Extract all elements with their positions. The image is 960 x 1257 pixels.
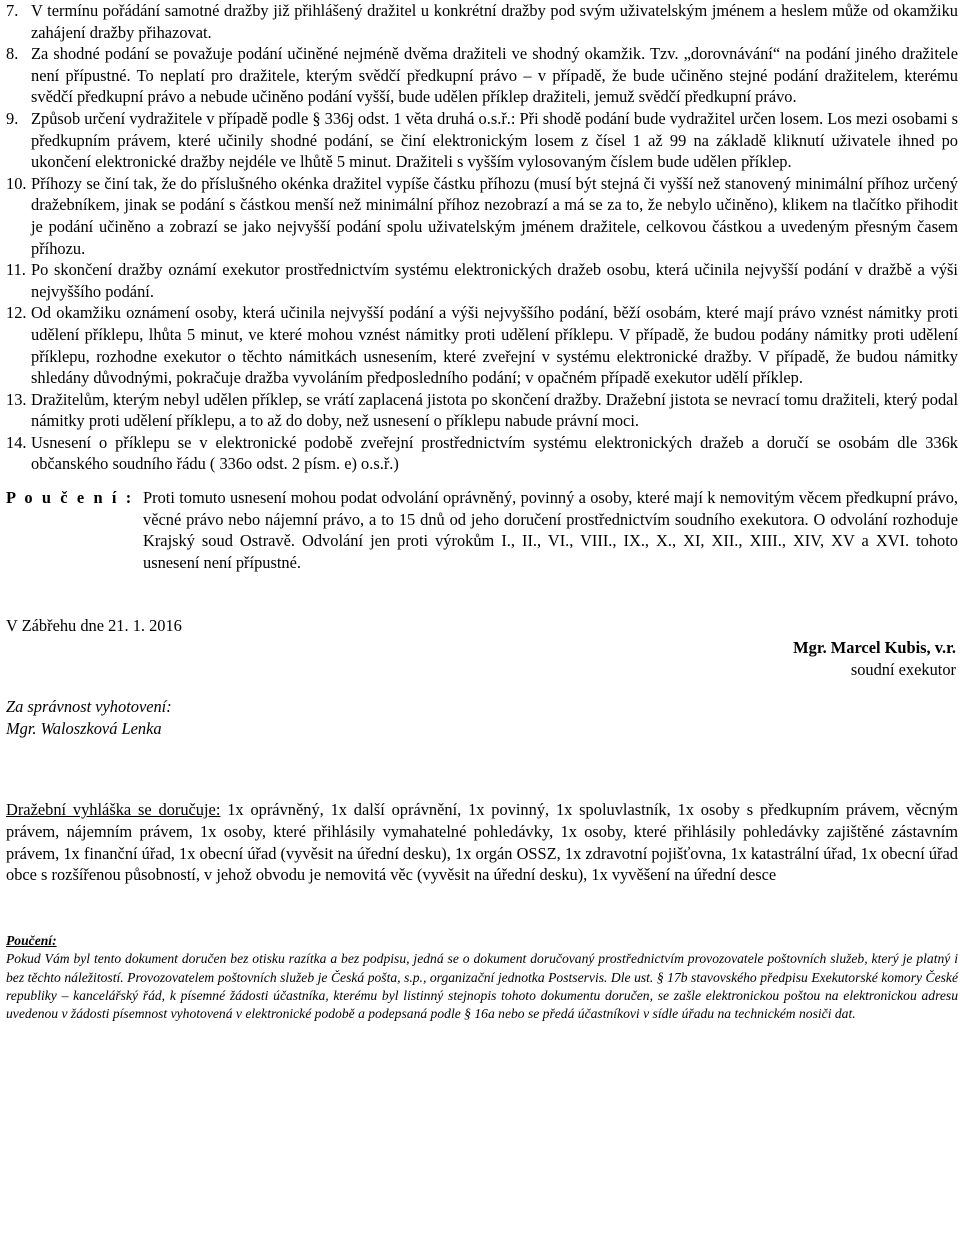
item-number: 7. (6, 1, 19, 20)
pouceni-label: P o u č e n í : (6, 488, 134, 508)
footer-note (6, 932, 958, 1024)
document-page (6, 0, 958, 1024)
signature-name: Mgr. Marcel Kubis, v.r. (793, 638, 956, 658)
list-item-12 (6, 302, 958, 388)
item-text: V termínu pořádání samotné dražby již přihlášený dražitel u konkrétní dražby pod svým uživatelským jménem a heslem může od okamžiku zahájení dražby přihazovat. (31, 1, 958, 42)
copy-name: Mgr. Waloszková Lenka (6, 718, 162, 738)
list-item-8 (6, 43, 958, 108)
copy-certification (6, 696, 958, 739)
list-item-11 (6, 259, 958, 302)
delivery-label: Dražební vyhláška se doručuje: (6, 800, 221, 820)
delivery-section (6, 799, 958, 885)
item-text: Od okamžiku oznámení osoby, která učinila nejvyšší podání a výši nejvyššího podání, běží osobám, které mají právo vznést námitky proti udělení příklepu, lhůta 5 minut, ve které mohou vznést námitky proti udělení příklepu. V případě, že budou podány námitky proti udělení příklepu, rozhodne exekutor o těchto námitkách usnesením, které zveřejní v systému elektronické dražby. V případě, že budou námitky shledány důvodnými, pokračuje dražba vyvoláním předposledního podání; v opačném případě exekutor udělí příklep. (31, 303, 958, 388)
pouceni-section (6, 487, 958, 573)
copy-label: Za správnost vyhotovení: (6, 697, 172, 717)
item-number: 12. (6, 303, 27, 323)
item-text: Usnesení o příklepu se v elektronické podobě zveřejní prostřednictvím systému elektronických dražeb a doručí se osobám dle 336k občanského soudního řádu ( 336o odst. 2 písm. e) o.s.ř.) (31, 432, 958, 474)
list-item-10 (6, 173, 958, 259)
document-date: V Zábřehu dne 21. 1. 2016 (6, 616, 182, 636)
item-text: Dražitelům, kterým nebyl udělen příklep, se vrátí zaplacená jistota po skončení dražby. Dražební jistota se nevrací tomu dražiteli, který podal námitky proti udělení příklepu, a to až do doby, než usnesení o příklepu nabude právní moci. (31, 389, 958, 431)
item-number: 11. (6, 260, 26, 280)
signature-block (6, 637, 958, 680)
item-text: Příhozy se činí tak, že do příslušného okénka dražitel vypíše částku příhozu (musí být stejná či vyšší než stanovený minimální příhoz určený dražebníkem, jinak se podání s částkou menší než minimální příhoz nezobrazí a má se za to, že nebylo učiněno), klikem na tlačítko přihodit je podání učiněno a zobrazí se jako nejvyšší podání spolu uživatelským jménem dražitele, celkovou částkou a uvedeným přesným časem příhozu. (31, 173, 958, 258)
item-text: Po skončení dražby oznámí exekutor prostřednictvím systému elektronických dražeb osobu, která učinila nejvyšší podání v dražbě a výši nejvyššího podání. (31, 260, 958, 301)
item-number: 14. (6, 432, 27, 452)
note-title: Poučení: (6, 932, 57, 948)
item-number: 10. (6, 173, 27, 193)
signature-role: soudní exekutor (850, 659, 956, 679)
list-item-13 (6, 389, 958, 432)
list-item-14 (6, 432, 958, 475)
pouceni-text: Proti tomuto usnesení mohou podat odvolání oprávněný, povinný a osoby, které mají k nemovitým věcem předkupní právo, věcné právo nebo nájemní právo, a to 15 dnů od jeho doručení prostřednictvím soudního exekutora. O odvolání rozhoduje Krajský soud Ostravě. Odvolání jen proti výrokům I., II., VI., VIII., IX., X., XI, XII., XIII., XIV, XV a XVI. tohoto usnesení není přípustné. (143, 488, 958, 572)
list-item-7 (6, 0, 958, 43)
item-number: 9. (6, 108, 19, 128)
item-number: 13. (6, 389, 27, 409)
note-text: Pokud Vám byl tento dokument doručen bez otisku razítka a bez podpisu, jedná se o dokument doručovaný prostřednictvím provozovatele poštovních služeb, který je platný i bez těchto náležitostí. Provozovatelem poštovních služeb je Česká pošta, s.p., organizační jednotka Postservis. Dle ust. § 17b stavovského předpisu Exekutorské komory České republiky – kancelářský řád, k písemné žádosti účastníka, kterému byl listinný stejnopis tohoto dokumentu doručen, se zašle elektronickou poštou na elektronickou adresu uvedenou v žádosti písemnost vyhotovená v elektronické podobě a podepsaná podle § 16a nebo se předá účastníkovi v sídle úřadu na technickém nosiči dat. (6, 951, 958, 1022)
item-text: Způsob určení vydražitele v případě podle § 336j odst. 1 věta druhá o.s.ř.: Při shodě podání bude vydražitel určen losem. Los mezi osobami s předkupním právem, které učinily shodné podání, se činí elektronickým losem z čísel 1 až 99 na základě kliknutí uživatele ihned po ukončení elektronické dražby nejdéle ve lhůtě 5 minut. Dražiteli s vyšším vylosovaným číslem bude udělen příklep. (31, 108, 958, 172)
delivery-text: 1x oprávněný, 1x další oprávnění, 1x povinný, 1x spoluvlastník, 1x osoby s předkupním právem, věcným právem, nájemním právem, 1x osoby, které přihlásily vymahatelné pohledávky, 1x osoby, které přihlásily pohledávky zajištěné zástavním právem, 1x finanční úřad, 1x obecní úřad (vyvěsit na úřední desku), 1x orgán OSSZ, 1x zdravotní pojišťovna, 1x katastrální úřad, 1x obecní úřad obce s rozšířenou působností, v jehož obvodu je nemovitá věc (vyvěsit na úřední desku), 1x vyvěšení na úřední desce (6, 800, 958, 885)
item-text: Za shodné podání se považuje podání učiněné nejméně dvěma dražiteli ve shodný okamžik. Tzv. „dorovnávání“ na podání jiného dražitele není přípustné. To neplatí pro dražitele, kterým svědčí předkupní právo – v případě, že bude učiněno stejné podání dražitelem, kterému svědčí předkupní právo a nebude učiněno podání vyšší, bude udělen příklep dražiteli, jemuž svědčí předkupní právo. (31, 44, 958, 107)
list-item-9 (6, 108, 958, 173)
item-number: 8. (6, 44, 19, 64)
